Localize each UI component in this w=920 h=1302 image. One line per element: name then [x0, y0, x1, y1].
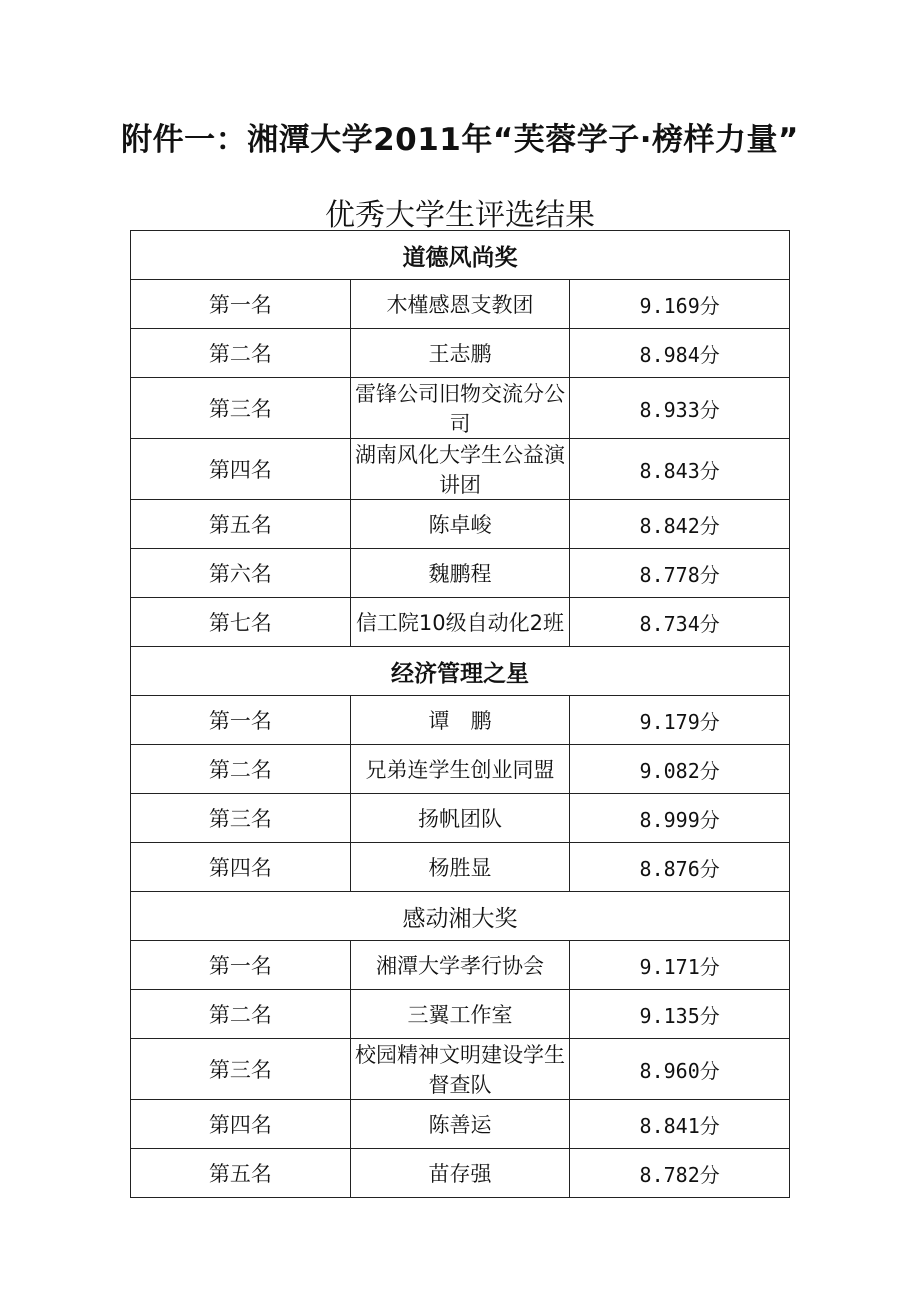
- table-row: [131, 745, 790, 794]
- score-cell: 9.169分: [570, 280, 790, 329]
- section-heading: 经济管理之星: [131, 647, 790, 696]
- score-cell: 8.984分: [570, 329, 790, 378]
- score-cell: 8.933分: [570, 378, 790, 439]
- rank-cell: 第二名: [131, 329, 351, 378]
- name-cell: 信工院10级自动化2班: [350, 598, 570, 647]
- table-row: [131, 598, 790, 647]
- table-row: [131, 500, 790, 549]
- name-cell: 苗存强: [350, 1149, 570, 1198]
- name-cell: 湖南风化大学生公益演讲团: [350, 439, 570, 500]
- rank-cell: 第四名: [131, 843, 351, 892]
- rank-cell: 第三名: [131, 794, 351, 843]
- table-row: [131, 439, 790, 500]
- name-cell: 杨胜显: [350, 843, 570, 892]
- rank-cell: 第五名: [131, 500, 351, 549]
- score-cell: 8.843分: [570, 439, 790, 500]
- table-row: [131, 843, 790, 892]
- score-cell: 8.876分: [570, 843, 790, 892]
- section-header-row: [131, 231, 790, 280]
- results-table: [130, 230, 790, 1198]
- rank-cell: 第三名: [131, 1039, 351, 1100]
- document-subtitle: 优秀大学生评选结果: [325, 198, 595, 233]
- table-row: [131, 549, 790, 598]
- score-cell: 8.842分: [570, 500, 790, 549]
- score-cell: 9.135分: [570, 990, 790, 1039]
- name-cell: 陈卓峻: [350, 500, 570, 549]
- rank-cell: 第四名: [131, 439, 351, 500]
- name-cell: 雷锋公司旧物交流分公司: [350, 378, 570, 439]
- score-cell: 8.841分: [570, 1100, 790, 1149]
- score-cell: 9.179分: [570, 696, 790, 745]
- name-cell: 木槿感恩支教团: [350, 280, 570, 329]
- name-cell: 王志鹏: [350, 329, 570, 378]
- name-cell: 兄弟连学生创业同盟: [350, 745, 570, 794]
- score-cell: 8.778分: [570, 549, 790, 598]
- table-row: [131, 696, 790, 745]
- score-cell: 9.171分: [570, 941, 790, 990]
- name-cell: 扬帆团队: [350, 794, 570, 843]
- table-row: [131, 378, 790, 439]
- score-cell: 9.082分: [570, 745, 790, 794]
- rank-cell: 第二名: [131, 745, 351, 794]
- table-row: [131, 280, 790, 329]
- rank-cell: 第六名: [131, 549, 351, 598]
- name-cell: 三翼工作室: [350, 990, 570, 1039]
- name-cell: 魏鹏程: [350, 549, 570, 598]
- table-row: [131, 1100, 790, 1149]
- rank-cell: 第四名: [131, 1100, 351, 1149]
- section-heading: 感动湘大奖: [131, 892, 790, 941]
- document-title: 附件一：湘潭大学2011年“芙蓉学子·榜样力量”: [121, 122, 799, 158]
- table-row: [131, 941, 790, 990]
- name-cell: 湘潭大学孝行协会: [350, 941, 570, 990]
- score-cell: 8.999分: [570, 794, 790, 843]
- table-row: [131, 990, 790, 1039]
- score-cell: 8.734分: [570, 598, 790, 647]
- rank-cell: 第二名: [131, 990, 351, 1039]
- section-heading: 道德风尚奖: [131, 231, 790, 280]
- table-row: [131, 1149, 790, 1198]
- section-header-row: [131, 647, 790, 696]
- table-row: [131, 329, 790, 378]
- rank-cell: 第一名: [131, 280, 351, 329]
- name-cell: 校园精神文明建设学生督查队: [350, 1039, 570, 1100]
- rank-cell: 第一名: [131, 941, 351, 990]
- rank-cell: 第三名: [131, 378, 351, 439]
- rank-cell: 第一名: [131, 696, 351, 745]
- score-cell: 8.960分: [570, 1039, 790, 1100]
- section-header-row: [131, 892, 790, 941]
- name-cell: 陈善运: [350, 1100, 570, 1149]
- score-cell: 8.782分: [570, 1149, 790, 1198]
- rank-cell: 第七名: [131, 598, 351, 647]
- table-row: [131, 794, 790, 843]
- table-row: [131, 1039, 790, 1100]
- rank-cell: 第五名: [131, 1149, 351, 1198]
- name-cell: 谭 鹏: [350, 696, 570, 745]
